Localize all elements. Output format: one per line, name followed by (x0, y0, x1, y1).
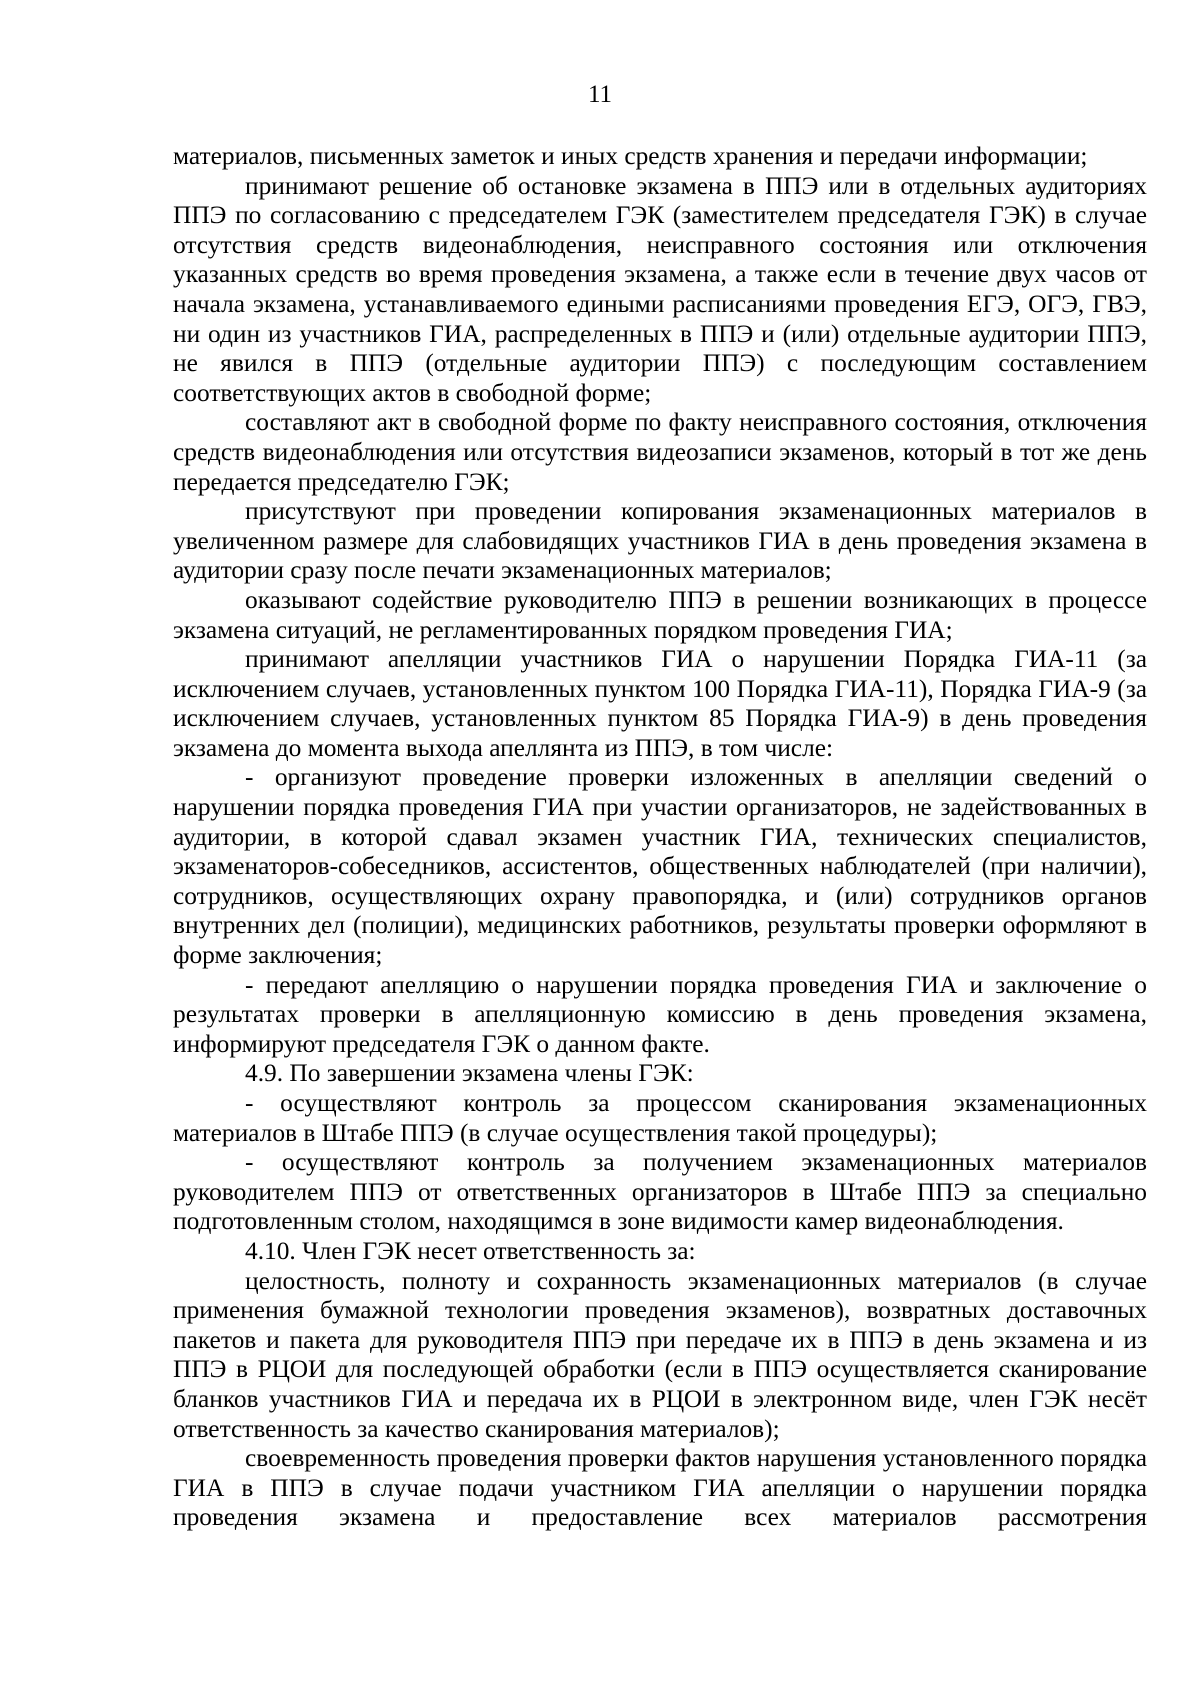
section-heading-4-10: 4.10. Член ГЭК несет ответственность за: (245, 1236, 696, 1265)
paragraph-transfer-appeal: - передают апелляцию о нарушении порядка проведения ГИА и заключение о результатах проверки в апелляционную комиссию в день проведения экзамена, информируют председателя ГЭК о данном факте. (173, 970, 1147, 1058)
paragraph-scanning-control: - осуществляют контроль за процессом сканирования экзаменационных материалов в Штабе ППЭ (в случае осуществления такой процедуры); (173, 1089, 1147, 1147)
paragraph-timeliness-responsibility: своевременность проведения проверки фактов нарушения установленного порядка ГИА в ППЭ в случае подачи участником ГИА апелляции о нарушении порядка проведения экзамена и предоставление всех материалов рассмотрения (173, 1444, 1147, 1532)
paragraph-continuation: материалов, письменных заметок и иных средств хранения и передачи информации; (173, 142, 1088, 170)
page-number: 11 (587, 81, 613, 108)
paragraph-integrity-responsibility: целостность, полноту и сохранность экзаменационных материалов (в случае применения бумажной технологии проведения экзаменов), возвратных доставочных пакетов и пакета для руководителя ППЭ при передаче их в ППЭ в день экзамена и из ППЭ в РЦОИ для последующей обработки (если в ППЭ осуществляется сканирование бланков участников ГИА и передача их в РЦОИ в электронном виде, член ГЭК несёт ответственность за качество сканирования материалов); (173, 1266, 1147, 1443)
paragraph-assist-head: оказывают содействие руководителю ППЭ в решении возникающих в процессе экзамена ситуаций, не регламентированных порядком проведения ГИА; (173, 585, 1147, 644)
paragraph-stop-exam-decision: принимают решение об остановке экзамена в ППЭ или в отдельных аудиториях ППЭ по согласованию с председателем ГЭК (заместителем председателя ГЭК) в случае отсутствия средств видеонаблюдения, неисправного состояния или отключения указанных средств во время проведения экзамена, а также если в течение двух часов от начала экзамена, устанавливаемого едиными расписаниями проведения ЕГЭ, ОГЭ, ГВЭ, ни один из участников ГИА, распределенных в ППЭ и (или) отдельные аудитории ППЭ, не явился в ППЭ (отдельные аудитории ППЭ) с последующим составлением соответствующих актов в свободной форме; (173, 171, 1147, 407)
document-body (173, 142, 1147, 1533)
paragraph-accept-appeals: принимают апелляции участников ГИА о нарушении Порядка ГИА-11 (за исключением случаев, установленных пунктом 100 Порядка ГИА-11), Порядка ГИА-9 (за исключением случаев, установленных пунктом 85 Порядка ГИА-9) в день проведения экзамена до момента выхода апеллянта из ППЭ, в том числе: (173, 645, 1147, 762)
paragraph-organize-check: - организуют проведение проверки изложенных в апелляции сведений о нарушении порядка проведения ГИА при участии организаторов, не задействованных в аудитории, в которой сдавал экзамен участник ГИА, технических специалистов, экзаменаторов-собеседников, ассистентов, общественных наблюдателей (при наличии), сотрудников, осуществляющих охрану правопорядка, и (или) сотрудников органов внутренних дел (полиции), медицинских работников, результаты проверки оформляют в форме заключения; (173, 763, 1147, 970)
paragraph-copying-materials: присутствуют при проведении копирования экзаменационных материалов в увеличенном размере для слабовидящих участников ГИА в день проведения экзамена в аудитории сразу после печати экзаменационных материалов; (173, 497, 1147, 585)
paragraph-malfunction-act: составляют акт в свободной форме по факту неисправного состояния, отключения средств видеонаблюдения или отсутствия видеозаписи экзаменов, который в тот же день передается председателю ГЭК; (173, 408, 1147, 496)
section-heading-4-9: 4.9. По завершении экзамена члены ГЭК: (245, 1059, 694, 1088)
paragraph-receiving-control: - осуществляют контроль за получением экзаменационных материалов руководителем ППЭ от ответственных организаторов в Штабе ППЭ за специально подготовленным столом, находящимся в зоне видимости камер видеонаблюдения. (173, 1148, 1147, 1236)
